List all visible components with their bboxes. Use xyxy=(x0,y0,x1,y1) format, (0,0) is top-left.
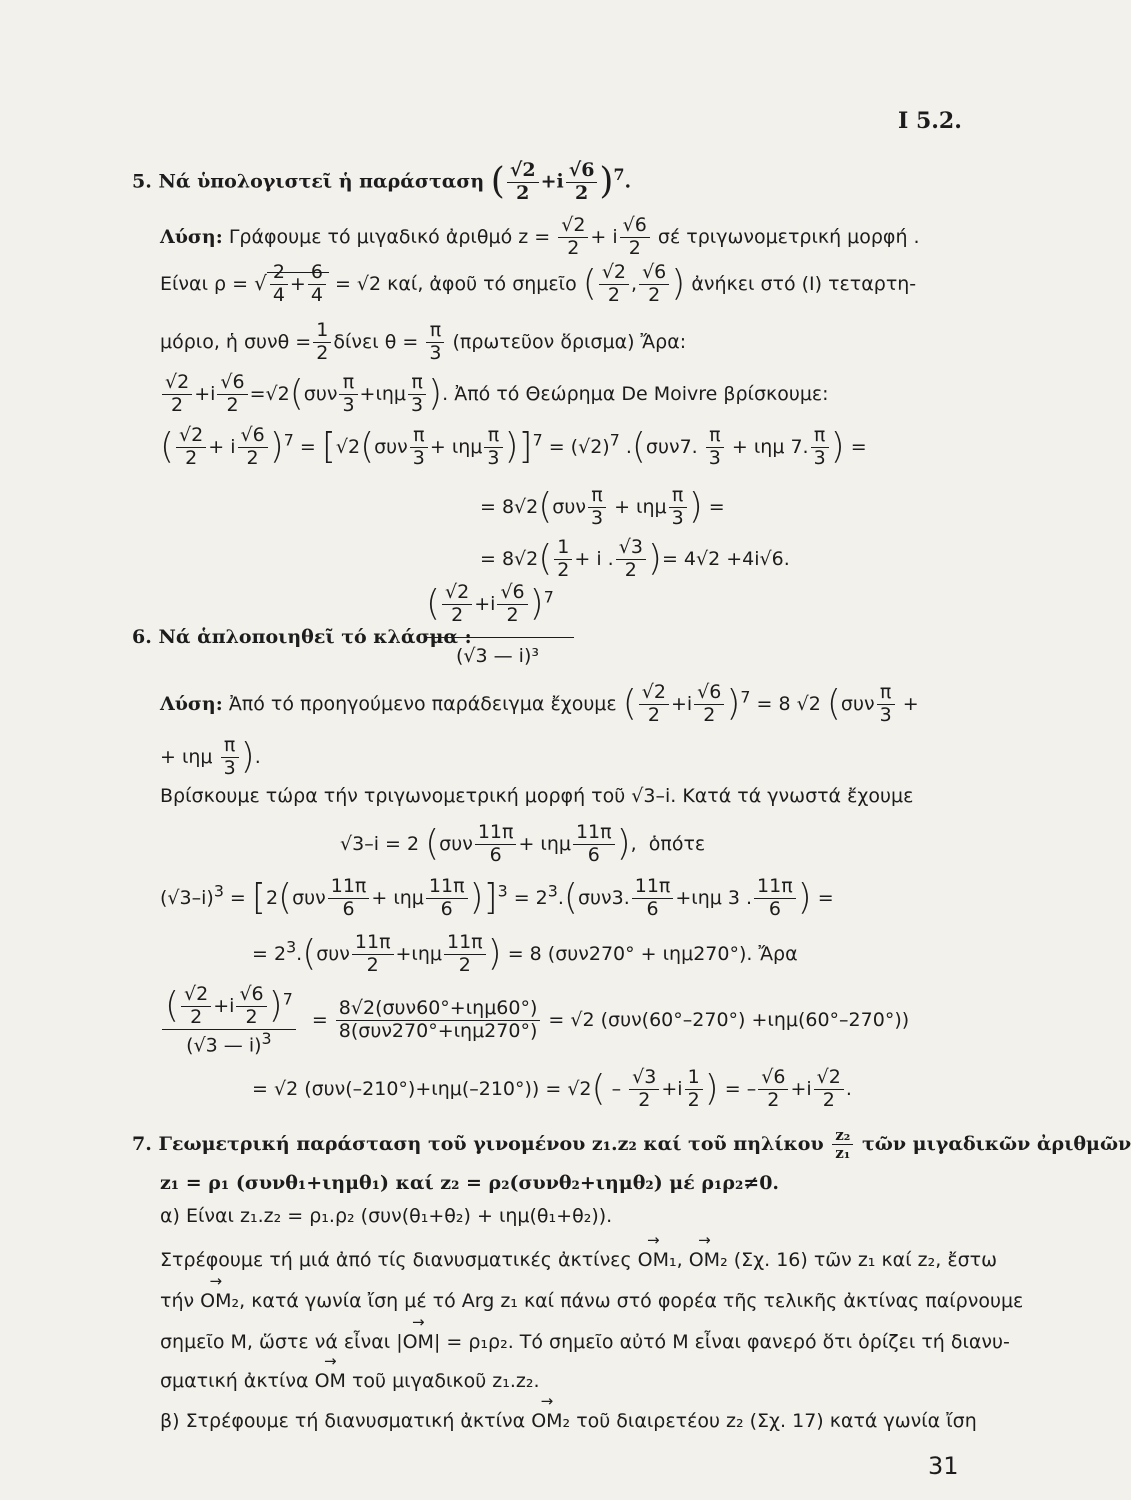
trig-form-line: $\frac{√2}{2}$ +i $\frac{√6}{2}$ =√2(συν $\frac{\pi}{3}$ +ιημ $\frac{\pi}{3}$ ). Ἀπό τό Θεώρημα De Moivre βρίσκουμε: xyxy=(160,372,829,417)
demoivre-line3: = 8√2( $\frac{1}{2}$ + i . $\frac{√3}{2}$ )= 4√2 +4i√6. xyxy=(480,536,790,581)
problem-7-title-line2: z₁ = ρ₁ (συνθ₁+ιημθ₁) καί z₂ = ρ₂(συνθ₂+ιημθ₂) μέ ρ₁ρ₂≠0. xyxy=(160,1172,780,1194)
problem-6-title: 6. Νά ἁπλοποιηθεῖ τό κλάσμα : xyxy=(132,626,472,648)
quadrant-line: μόριο, ἡ συνθ = $\frac{1}{2}$ δίνει θ = $\frac{\pi}{3}$ (πρωτεῦον ὅρισμα) Ἄρα: xyxy=(160,319,687,364)
rotate-line3: σημεῖο Μ, ὥστε νά εἶναι |→ OM| = ρ₁ρ₂. Τό σημεῖο αὐτό Μ εἶναι φανερό ὅτι ὁρίζει τή διανυ- xyxy=(160,1327,1010,1353)
problem-7-title: 7. Γεωμετρική παράσταση τοῦ γινομένου z₁.z₂ καί τοῦ πηλίκου $\frac{\text{z₂}}{\text{z₁}}$ τῶν μιγαδικῶν ἀριθμῶν xyxy=(132,1126,1131,1163)
alpha-line: α) Είναι z₁.z₂ = ρ₁.ρ₂ (συν(θ₁+θ₂) + ιημ(θ₁+θ₂)). xyxy=(160,1205,613,1227)
solution-5-line1: Λύση: Γράφουμε τό μιγαδικό ἀριθμό z = $\frac{√2}{2}$ + i $\frac{√6}{2}$ σέ τριγωνομετρική μορφή . xyxy=(160,214,920,259)
rho-line: Είναι ρ = √ $\frac{2}{4}$ + $\frac{6}{4}$ = √2 καί, ἀφοῦ τό σημεῖο ( $\frac{√2}{2}$ , $\frac{√6}{2}$ ) ἀνήκει στό (I) τεταρτη- xyxy=(160,261,917,306)
cube-line1: $(√3-i)^3 = [2(\sigma\upsilon\nu$ $\frac{11\pi}{6}$ + ιημ $\frac{11\pi}{6}$ )]$^3 = 2^3.(\sigma\upsilon\nu 3$. $\frac{11\pi}{6}$ +ιημ 3 . $\frac{11\pi}{6}$ ) = xyxy=(160,875,834,920)
final-result: = √2 (συν(–210°)+ιημ(–210°)) = √2( – $\frac{√3}{2}$ +i $\frac{1}{2}$ ) = – $\frac{√6}{2}$ +i $\frac{√2}{2}$ . xyxy=(252,1066,852,1111)
sqrt3-minus-i: √3–i = 2 (συν $\frac{11\pi}{6}$ + ιημ $\frac{11\pi}{6}$ ), ὁπότε xyxy=(340,821,706,866)
problem-5-title: 5. Νά ὑπολογιστεῖ ἡ παράσταση ( $\frac{√2}{2}$ +i $\frac{√6}{2}$ )$^7$. xyxy=(132,159,632,204)
page-number: 31 xyxy=(928,1452,959,1480)
solution-6-line2: + ιημ $\frac{\pi}{3}$ ). xyxy=(160,734,261,779)
problem-6-numerator: ( $\frac{√2}{2}$ +i $\frac{√6}{2}$ )$^7$ xyxy=(426,581,554,626)
cube-line2: = $2^3.(\sigma\upsilon\nu$ $\frac{11\pi}{2}$ +ιημ $\frac{11\pi}{2}$ ) = 8 (συν270° + ιημ270°). Ἄρα xyxy=(252,931,798,976)
problem-6-denominator: (√3 — i)³ xyxy=(456,645,539,667)
rotate-line2: τήν → OM₂, κατά γωνία ἴση μέ τό Arg z₁ καί πάνω στό φορέα τῆς τελικῆς ἀκτίνας παίρνουμε xyxy=(160,1286,1023,1312)
demoivre-line2: = 8√2(συν $\frac{\pi}{3}$ + ιημ $\frac{\pi}{3}$ ) = xyxy=(480,484,725,529)
demoivre-line1: ( $\frac{√2}{2}$ + i $\frac{√6}{2}$ )$^7$ = [√2(συν $\frac{\pi}{3}$ + ιημ $\frac{\pi}{3}$ )]$^7 = (√2)^7$ .(συν7. $\frac{\pi}{3}$ + ιημ 7. $\frac{\pi}{3}$ ) = xyxy=(160,424,867,469)
rotate-line1: Στρέφουμε τή μιά ἀπό τίς διανυσματικές ἀκτίνες → OM₁, → OM₂ (Σχ. 16) τῶν z₁ καί z₂, ἔστω xyxy=(160,1245,997,1271)
rotate-line4: σματική ἀκτίνα → OM τοῦ μιγαδικοῦ z₁.z₂. xyxy=(160,1366,540,1392)
find-trig-form: Βρίσκουμε τώρα τήν τριγωνομετρική μορφή τοῦ √3–i. Κατά τά γνωστά ἔχουμε xyxy=(160,785,914,807)
section-number: I 5.2. xyxy=(898,108,962,134)
ratio-line: ( $\frac{√2}{2}$ +i $\frac{√6}{2}$ )$^7$ (√3 — i)$^3$ = $\frac{\text{8√2(συν60°+ιημ60°)}}{\text{8(συν270°+ιημ270°)}}$ = √2 (συν(60°–270°) +ιημ(60°–270°)) xyxy=(160,984,909,1057)
solution-6-line1: Λύση: Ἀπό τό προηγούμενο παράδειγμα ἔχουμε ( $\frac{√2}{2}$ +i $\frac{√6}{2}$ )$^7$ = 8 √2 (συν $\frac{\pi}{3}$ + xyxy=(160,681,919,726)
beta-line: β) Στρέφουμε τή διανυσματική ἀκτίνα → OM₂ τοῦ διαιρετέου z₂ (Σχ. 17) κατά γωνία ἴση xyxy=(160,1406,977,1432)
